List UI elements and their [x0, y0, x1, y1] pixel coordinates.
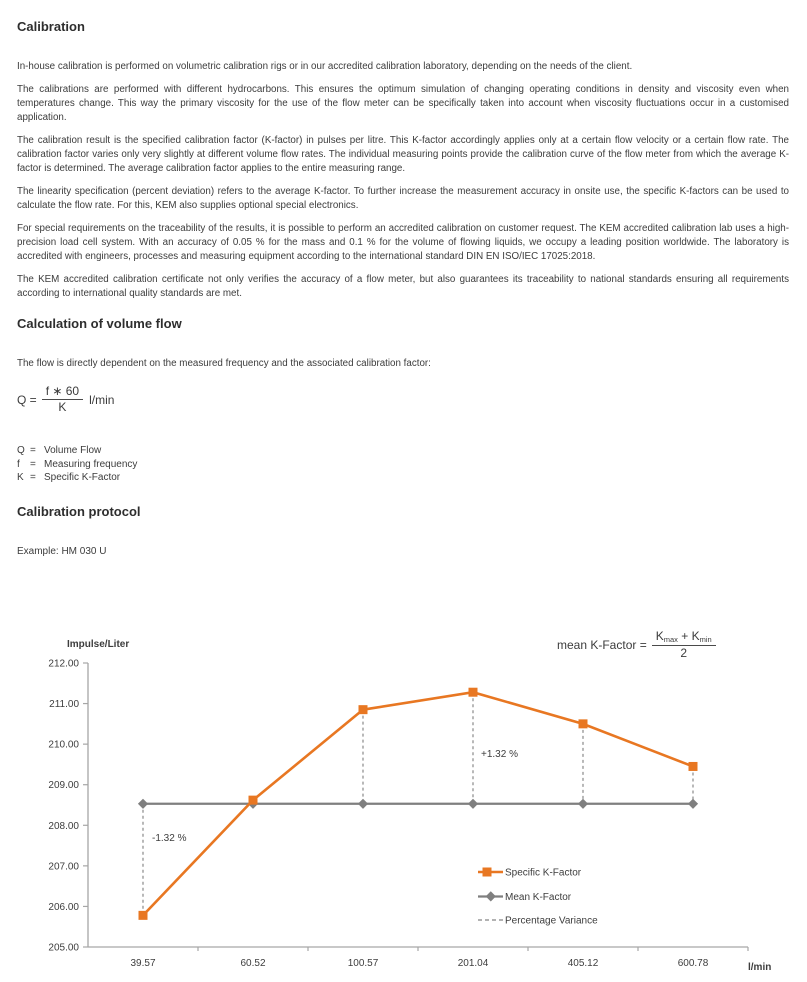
svg-text:60.52: 60.52	[240, 958, 266, 969]
svg-text:212.00: 212.00	[48, 658, 79, 670]
mean-formula-equals: =	[639, 638, 647, 652]
k-max-subscript: max	[663, 635, 678, 644]
k-min-subscript: min	[699, 635, 712, 644]
y-axis-title: Impulse/Liter	[67, 639, 130, 650]
variance-annotation-positive: +1.32 %	[481, 749, 518, 760]
mean-formula-lhs	[557, 638, 647, 652]
mean-formula-denominator: 2	[680, 646, 688, 660]
equals-sign: =	[30, 458, 36, 470]
svg-text:201.04: 201.04	[457, 958, 489, 969]
x-axis-unit: l/min	[748, 962, 772, 973]
protocol-example: Example: HM 030 U	[17, 545, 107, 557]
calibration-paragraph-2: The calibrations are performed with different hydrocarbons. This ensures the optimum simulation of changing operating conditions in density and viscosity even when temperatures change. This way the primary viscosity for the use of the flow meter can be specifically taken into account when viscosity fluctuations occur in a customised application.	[17, 84, 789, 123]
mean-formula-text: mean K-Factor	[557, 638, 637, 652]
section-heading-calibration: Calibration	[17, 19, 85, 34]
symbol-description: Specific K-Factor	[44, 472, 121, 483]
chart-axes-and-series	[48, 659, 748, 970]
legend-square-marker-icon	[483, 868, 492, 877]
mean-formula-numerator	[652, 630, 716, 646]
symbol: Q	[17, 445, 25, 456]
formula-numerator: f ∗ 60	[42, 385, 83, 400]
variance-annotation-negative: -1.32 %	[152, 833, 187, 844]
formula-symbol-legend	[17, 444, 789, 485]
svg-text:211.00: 211.00	[49, 699, 79, 711]
symbol: f	[17, 458, 20, 470]
svg-text:39.57: 39.57	[130, 958, 156, 969]
calibration-paragraph-5: For special requirements on the traceability of the results, it is possible to perform an accredited calibration on customer request. The KEM accredited calibration lab uses a high-precision load cell system. With an accuracy of 0.05 % for the mass and 0.1 % for the volume of flowing liquids, we occupy a leading position worldwide. The laboratory is accredited with engineers, processes and measuring equipment according to the international standard DIN EN ISO/IEC 17025:2018.	[17, 223, 789, 262]
formula-denominator: K	[58, 400, 67, 414]
svg-text:205.00: 205.00	[48, 942, 79, 954]
svg-text:206.00: 206.00	[48, 901, 79, 913]
calibration-paragraph-1: In-house calibration is performed on volumetric calibration rigs or in our accredited calibration laboratory, depending on the needs of the client.	[17, 61, 633, 72]
legend-label-specific: Specific K-Factor	[505, 867, 582, 879]
equals-sign: =	[30, 445, 36, 456]
calibration-paragraph-3: The calibration result is the specified calibration factor (K-factor) in pulses per litre. This K-factor accordingly applies only at a certain flow velocity or a certain flow rate. The calibration factor varies only very slightly at different volume flow rates. The individual measuring points provide the calibration curve of the flow meter from which the average K-factor is determined. The average calibration factor applies to the entire measuring range.	[17, 135, 789, 174]
symbol: K	[17, 472, 24, 483]
k-min-symbol: K	[691, 629, 700, 643]
symbol-description: Volume Flow	[44, 445, 102, 456]
k-max-symbol: K	[655, 629, 664, 643]
calibration-paragraph-6: The KEM accredited calibration certificate not only verifies the accuracy of a flow meter, but also guarantees its traceability to national standards ensuring all requirements according to international quality standards are met.	[17, 274, 789, 299]
symbol-description: Measuring frequency	[44, 458, 138, 470]
k-factor-chart	[0, 630, 807, 982]
mean-k-factor-formula	[557, 630, 718, 660]
symbol-row-q	[17, 444, 789, 458]
symbol-row-k	[17, 471, 789, 485]
symbol-row-f	[17, 458, 789, 472]
legend-diamond-marker-icon	[486, 891, 496, 901]
section-heading-volume-flow: Calculation of volume flow	[17, 316, 182, 331]
svg-text:209.00: 209.00	[48, 780, 79, 792]
svg-text:600.78: 600.78	[677, 958, 709, 969]
plus-sign: +	[681, 629, 689, 643]
k-factor-chart-svg	[0, 630, 807, 982]
svg-text:100.57: 100.57	[347, 958, 379, 969]
volume-flow-formula	[17, 385, 789, 414]
section-heading-protocol: Calibration protocol	[17, 503, 141, 519]
calibration-paragraph-4: The linearity specification (percent deviation) refers to the average K-factor. To further increase the measurement accuracy in onsite use, the specific K-factors can be used to calculate the flow rate. For this, KEM also supplies optional special electronics.	[17, 186, 789, 211]
formula-fraction	[42, 385, 83, 414]
chart-legend	[478, 868, 598, 927]
svg-text:405.12: 405.12	[567, 958, 599, 969]
legend-label-variance: Percentage Variance	[505, 915, 598, 927]
mean-formula-fraction	[652, 630, 716, 660]
volume-flow-intro: The flow is directly dependent on the measured frequency and the associated calibration factor:	[17, 358, 431, 369]
svg-text:210.00: 210.00	[48, 739, 79, 751]
equals-sign: =	[30, 472, 36, 483]
legend-label-mean: Mean K-Factor	[505, 892, 572, 903]
svg-text:208.00: 208.00	[48, 820, 79, 832]
formula-lhs: Q =	[17, 392, 37, 407]
formula-unit: l/min	[89, 392, 115, 407]
svg-text:207.00: 207.00	[48, 861, 79, 873]
